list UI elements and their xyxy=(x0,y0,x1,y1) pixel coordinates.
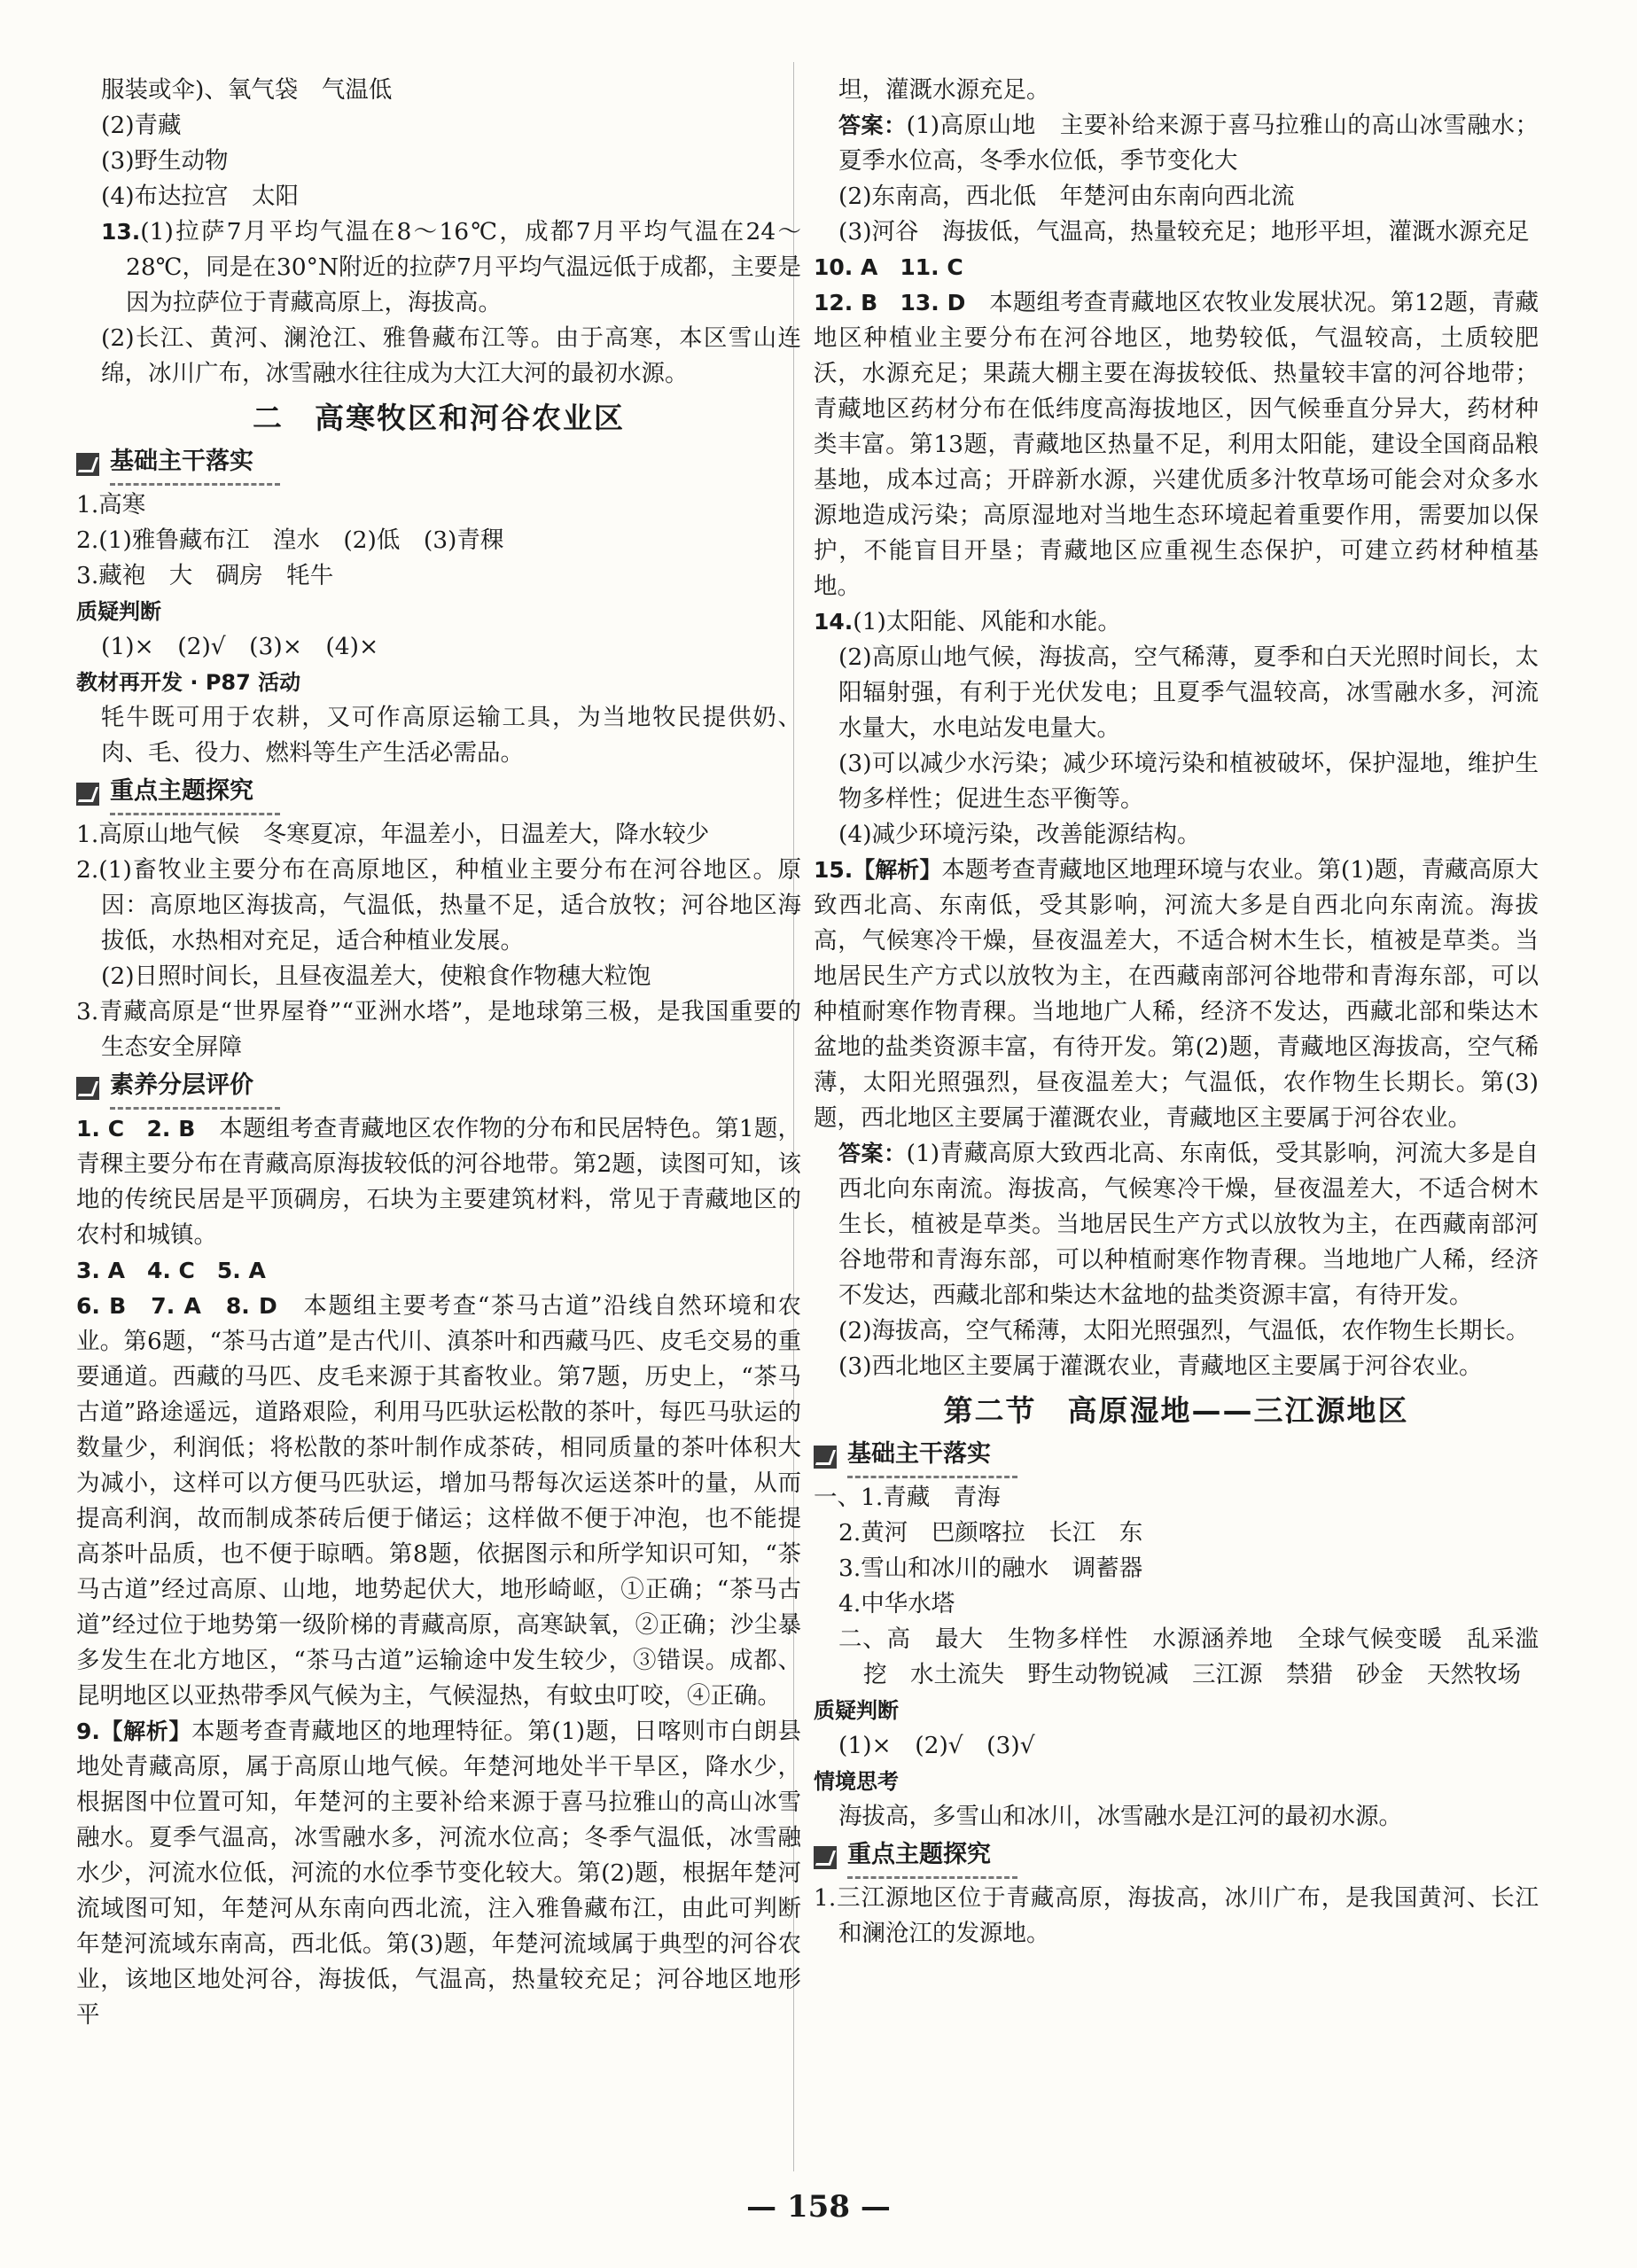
answer-line: 一、1.青藏 青海 xyxy=(814,1484,1001,1511)
pencil-icon xyxy=(814,1446,837,1469)
section-header-key: 重点主题探究 xyxy=(814,1840,1539,1875)
think-answer: 海拔高，多雪山和冰川，冰雪融水是江河的最初水源。 xyxy=(838,1803,1402,1830)
answer-line: (3)野生动物 xyxy=(101,147,229,175)
answer-9-1: 答案：(1)高原山地 主要补给来源于喜马拉雅山的高山冰雪融水；夏季水位高，冬季水位低，季节变化大 xyxy=(838,112,1539,175)
section-header-key: 重点主题探究 xyxy=(76,776,801,812)
section-header-basic: 基础主干落实 xyxy=(76,447,801,482)
pencil-icon xyxy=(814,1846,837,1869)
answer-line: (2)日照时间长，且昼夜温差大，使粮食作物穗大粒饱 xyxy=(101,963,651,990)
textbook-answer: 牦牛既可用于农耕，又可作高原运输工具，为当地牧民提供奶、肉、毛、役力、燃料等生产生活必需品。 xyxy=(101,704,801,767)
subheading-judge: 质疑判断 xyxy=(76,599,161,624)
answer-line: (4)布达拉宫 太阳 xyxy=(101,183,300,210)
pencil-icon xyxy=(76,783,99,806)
answer-15-3: (3)西北地区主要属于灌溉农业，青藏地区主要属于河谷农业。 xyxy=(838,1352,1483,1380)
answer-9-3: (3)河谷 海拔低，气温高，热量较充足；地形平坦，灌溉水源充足 xyxy=(838,218,1530,246)
section-title: 二 高寒牧区和河谷农业区 xyxy=(253,401,625,435)
answer-line: 2.(1)畜牧业主要分布在高原地区，种植业主要分布在河谷地区。原因：高原地区海拔高，气温低，热量不足，适合放牧；河谷地区海拔低，水热相对充足，适合种植业发展。 xyxy=(76,856,801,955)
answer-line: 1.高寒 xyxy=(76,491,146,518)
left-column xyxy=(76,73,801,2033)
right-column xyxy=(814,73,1539,1952)
answer-line: (2)高原山地气候，海拔高，空气稀薄，夏季和白天光照时间长，太阳辐射强，有利于光伏发电；且夏季气温较高，冰雪融水多，河流水量大，水电站发电量大。 xyxy=(838,643,1539,742)
pencil-icon xyxy=(76,453,99,476)
answer-line: 2.黄河 巴颜喀拉 长江 东 xyxy=(838,1519,1143,1547)
section-header-basic: 基础主干落实 xyxy=(814,1439,1539,1475)
question-13: 13.(1)拉萨7月平均气温在8～16℃，成都7月平均气温在24～28℃，同是在30°N附近的拉萨7月平均气温远低于成都，主要是因为拉萨位于青藏高原上，海拔高。 xyxy=(101,218,801,316)
pencil-icon xyxy=(76,1077,99,1100)
section-title: 第二节 高原湿地——三江源地区 xyxy=(943,1393,1409,1428)
question-12-13: 12. B 13. D 本题组考查青藏地区农牧业发展状况。第12题，青藏地区种植业主要分布在河谷地区，地势较低，气温较高，土质较肥沃，水源充足；果蔬大棚主要在海拔较低、热量较丰富的河谷地带；青藏地区药材分布在低纬度高海拔地区，因气候垂直分异大，药材种类丰富。第13题，青藏地区热量不足，利用太阳能，建设全国商品粮基地，成本过高；开辟新水源，兴建优质多汁牧草场可能会对众多水源地造成污染；高原湿地对当地生态环境起着重要作用，需要加以保护，不能盲目开垦；青藏地区应重视生态保护，可建立药材种植基地。 xyxy=(814,289,1539,600)
answer-line: 3.青藏高原是“世界屋脊”“亚洲水塔”，是地球第三极，是我国重要的生态安全屏障 xyxy=(76,998,801,1061)
answer-line: 3.雪山和冰川的融水 调蓄器 xyxy=(838,1555,1143,1582)
question-13-part-2: (2)长江、黄河、澜沧江、雅鲁藏布江等。由于高寒，本区雪山连绵，冰川广布，冰雪融水往往成为大江大河的最初水源。 xyxy=(101,324,801,387)
subheading-think: 情境思考 xyxy=(814,1769,899,1794)
question-number: 13. xyxy=(101,219,141,245)
question-14: 14.(1)太阳能、风能和水能。 xyxy=(814,608,1121,635)
answer-15-2: (2)海拔高，空气稀薄，太阳光照强烈，气温低，农作物生长期长。 xyxy=(838,1317,1530,1344)
subheading-textbook: 教材再开发 · P87 活动 xyxy=(76,670,301,695)
answer-line: 3.藏袍 大 碉房 牦牛 xyxy=(76,562,334,589)
answer-line: 4.中华水塔 xyxy=(838,1590,955,1617)
answer-15-1: 答案：(1)青藏高原大致西北高、东南低，受其影响，河流大多是自西北向东南流。海拔高，气候寒冷干燥，昼夜温差大，不适合树木生长，植被是草类。当地居民生产方式以放牧为主，在西藏南部河谷地带和青海东部，可以种植耐寒作物青稞。当地地广人稀，经济不发达，西藏北部和柴达木盆地的盐类资源丰富，有待开发。 xyxy=(838,1140,1539,1309)
page-number: — 158 — xyxy=(746,2189,891,2225)
question-3-5: 3. A 4. C 5. A xyxy=(76,1258,266,1283)
answer-line: (4)减少环境污染，改善能源结构。 xyxy=(838,821,1201,848)
question-1-2: 1. C 2. B 本题组考查青藏地区农作物的分布和民居特色。第1题，青稞主要分布在青藏高原海拔较低的河谷地带。第2题，读图可知，该地的传统民居是平顶碉房，石块为主要建筑材料，常见于青藏地区的农村和城镇。 xyxy=(76,1115,801,1249)
answer-line: 服装或伞)、氧气袋 气温低 xyxy=(101,76,393,104)
answer-line: 二、高 最大 生物多样性 水源涵养地 全球气候变暖 乱采滥挖 水土流失 野生动物锐减 三江源 禁猎 砂金 天然牧场 xyxy=(838,1625,1539,1688)
answer-line: 1.三江源地区位于青藏高原，海拔高，冰川广布，是我国黄河、长江和澜沧江的发源地。 xyxy=(814,1884,1539,1947)
answer-line: 坦，灌溉水源充足。 xyxy=(838,76,1050,104)
question-6-8: 6. B 7. A 8. D 本题组主要考查“茶马古道”沿线自然环境和农业。第6题，“茶马古道”是古代川、滇茶叶和西藏马匹、皮毛交易的重要通道。西藏的马匹、皮毛来源于其畜牧业。第7题，历史上，“茶马古道”路途遥远，道路艰险，利用马匹驮运松散的茶叶，每匹马驮运的数量少，利润低；将松散的茶叶制作成茶砖，相同质量的茶叶体积大为减小，这样可以方便马匹驮运，增加马帮每次运送茶叶的量，从而提高利润，故而制成茶砖后便于储运；这样做不便于冲泡，也不能提高茶叶品质，也不便于晾晒。第8题，依据图示和所学知识可知，“茶马古道”经过高原、山地，地势起伏大，地形崎岖，①正确；“茶马古道”经过位于地势第一级阶梯的青藏高原，高寒缺氧，②正确；沙尘暴多发生在北方地区，“茶马古道”运输途中发生较少，③错误。成都、昆明地区以亚热带季风气候为主，气候湿热，有蚊虫叮咬，④正确。 xyxy=(76,1292,801,1710)
question-10-11: 10. A 11. C xyxy=(814,254,963,280)
answer-line: (3)可以减少水污染；减少环境污染和植被破坏，保护湿地，维护生物多样性；促进生态平衡等。 xyxy=(838,750,1539,813)
section-header-eval: 素养分层评价 xyxy=(76,1071,801,1106)
judge-answers: (1)× (2)√ (3)√ xyxy=(838,1732,1035,1759)
answer-9-2: (2)东南高，西北低 年楚河由东南向西北流 xyxy=(838,183,1295,210)
judge-answers: (1)× (2)√ (3)× (4)× xyxy=(101,633,379,660)
answer-line: 1.高原山地气候 冬寒夏凉，年温差小，日温差大，降水较少 xyxy=(76,821,710,848)
question-9: 9.【解析】本题考查青藏地区的地理特征。第(1)题，日喀则市白朗县地处青藏高原，属于高原山地气候。年楚河地处半干旱区，降水少，根据图中位置可知，年楚河的主要补给来源于喜马拉雅山的高山冰雪融水。夏季气温高，冰雪融水多，河流水位高；冬季气温低，冰雪融水少，河流水位低，河流的水位季节变化较大。第(2)题，根据年楚河流域图可知，年楚河从东南向西北流，注入雅鲁藏布江，由此可判断年楚河流域东南高，西北低。第(3)题，年楚河流域属于典型的河谷农业，该地区地处河谷，海拔低，气温高，热量较充足；河谷地区地形平 xyxy=(76,1718,801,2029)
answer-line: 2.(1)雅鲁藏布江 湟水 (2)低 (3)青稞 xyxy=(76,526,504,554)
question-15: 15.【解析】本题考查青藏地区地理环境与农业。第(1)题，青藏高原大致西北高、东南低，受其影响，河流大多是自西北向东南流。海拔高，气候寒冷干燥，昼夜温差大，不适合树木生长，植被是草类。当地居民生产方式以放牧为主，在西藏南部河谷地带和青海东部，可以种植耐寒作物青稞。当地地广人稀，经济不发达，西藏北部和柴达木盆地的盐类资源丰富，有待开发。第(2)题，青藏地区海拔高，空气稀薄，太阳光照强烈，昼夜温差大；气温低，农作物生长期长。第(3)题，西北地区主要属于灌溉农业，青藏地区主要属于河谷农业。 xyxy=(814,856,1539,1132)
answer-line: (2)青藏 xyxy=(101,112,182,139)
subheading-judge: 质疑判断 xyxy=(814,1698,899,1723)
